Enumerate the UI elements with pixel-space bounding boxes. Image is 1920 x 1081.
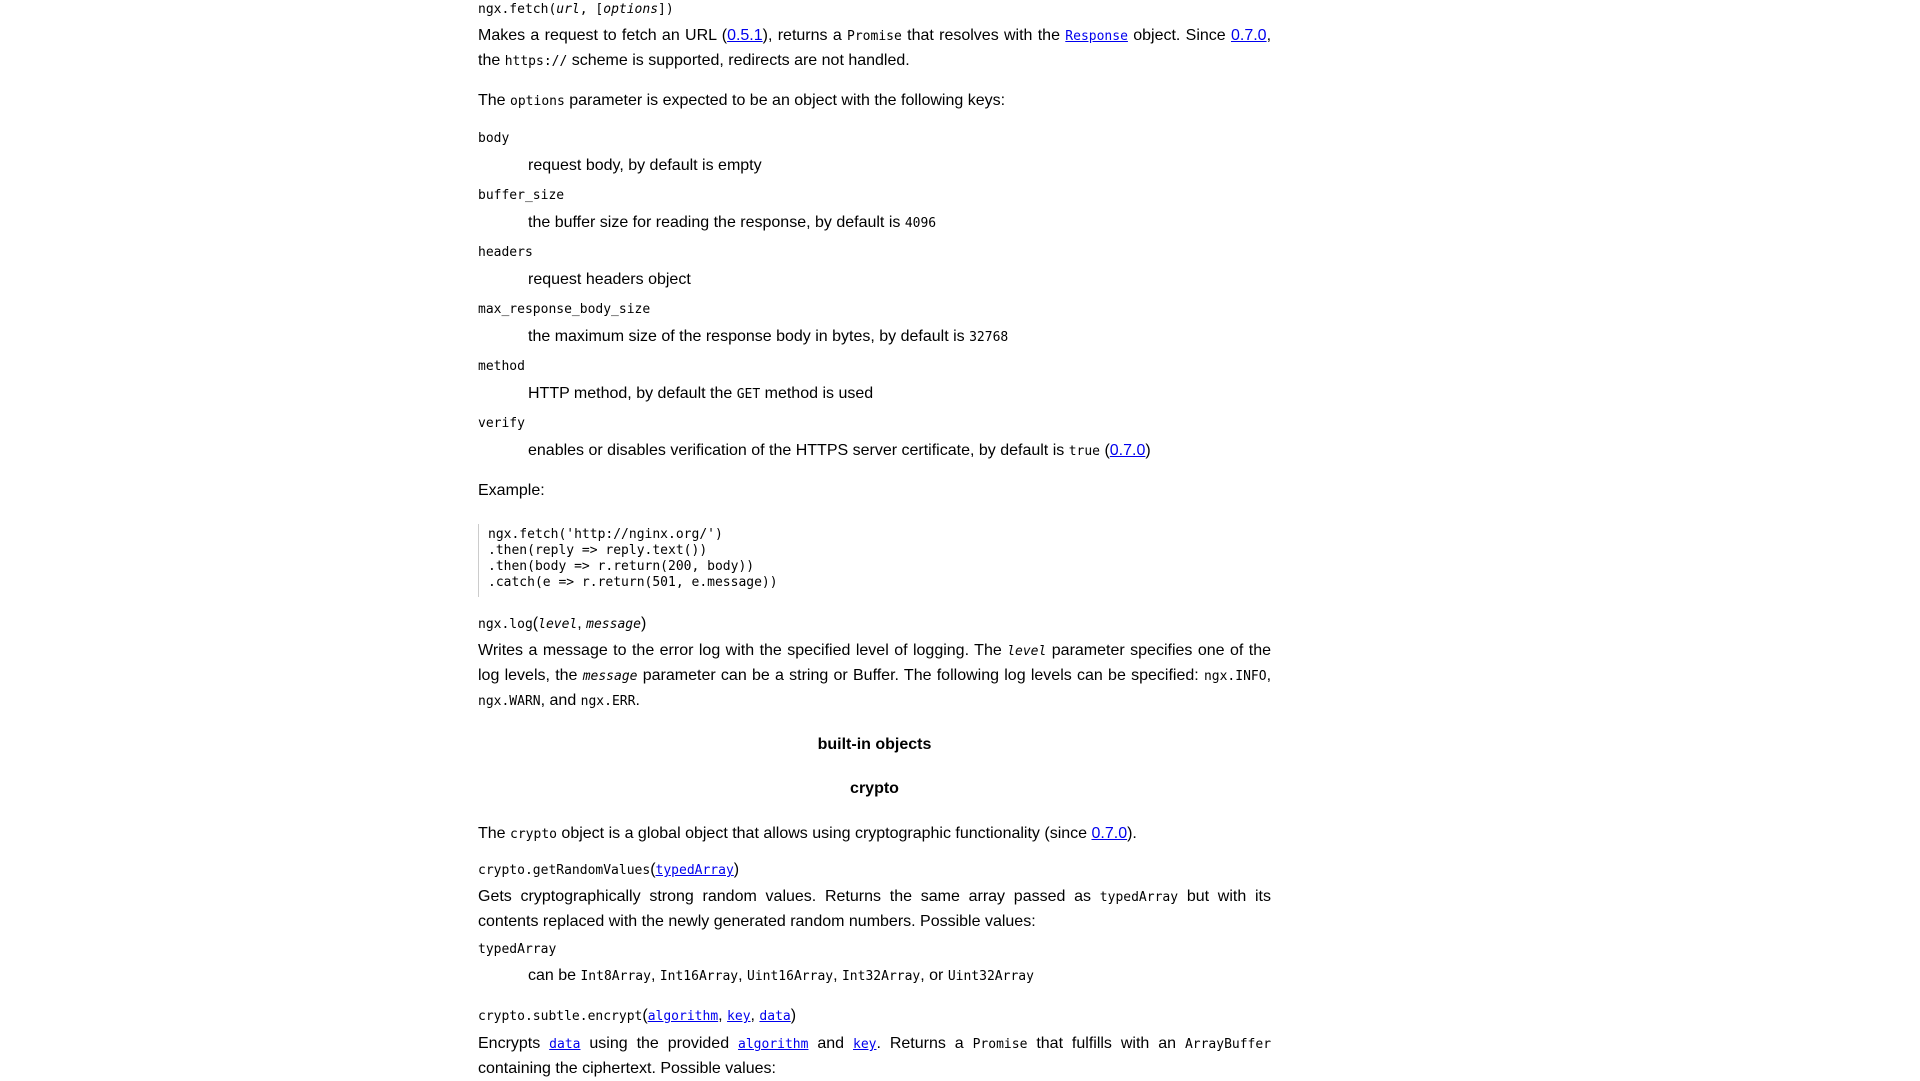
type-code: Uint16Array bbox=[747, 969, 834, 984]
type-code: Uint32Array bbox=[947, 969, 1034, 984]
text: Encrypts bbox=[478, 1035, 550, 1052]
text: and bbox=[808, 1035, 853, 1052]
text: ( bbox=[650, 861, 656, 878]
text: but with its contents replaced with the newly generated random numbers. Possible values: bbox=[478, 888, 1272, 930]
text: , bbox=[718, 1007, 728, 1024]
text: Writes a message to the error log with the specified level of logging. The bbox=[478, 642, 1008, 659]
key-def-headers bbox=[528, 268, 1271, 292]
type-code: Int16Array bbox=[659, 969, 739, 984]
data-link[interactable]: data bbox=[759, 1009, 791, 1024]
getrandom-signature bbox=[478, 860, 1271, 880]
key-term-headers: headers bbox=[478, 245, 533, 260]
typedarray-def bbox=[528, 964, 1271, 989]
text: can be bbox=[528, 967, 581, 984]
text: containing the ciphertext. Possible values: bbox=[478, 1060, 776, 1077]
text: ) bbox=[790, 1007, 797, 1024]
sig-arg-message: message bbox=[586, 617, 641, 632]
fetch-signature bbox=[478, 0, 1271, 20]
text: parameter specifies one of the log levels, the bbox=[478, 642, 1272, 684]
log-description bbox=[478, 639, 1271, 714]
text: ) bbox=[733, 861, 740, 878]
text: ( bbox=[1100, 442, 1110, 459]
sig-name: crypto.subtle.encrypt bbox=[478, 1009, 643, 1024]
text: , and bbox=[540, 692, 581, 709]
text: , the bbox=[478, 27, 1272, 69]
text: , bbox=[738, 967, 747, 984]
key-term-buffer-size: buffer_size bbox=[478, 188, 565, 203]
text: , or bbox=[920, 967, 948, 984]
text: ( bbox=[642, 1007, 648, 1024]
builtin-heading: built-in objects bbox=[817, 736, 932, 753]
text: . bbox=[635, 692, 640, 709]
level-code: level bbox=[1007, 644, 1047, 659]
text: method is used bbox=[760, 385, 874, 402]
fetch-description bbox=[478, 24, 1271, 74]
sig-name: ngx.log bbox=[478, 617, 533, 632]
version-link[interactable]: 0.5.1 bbox=[727, 27, 763, 44]
typedarray-code: typedArray bbox=[1099, 890, 1179, 905]
algorithm-link[interactable]: algorithm bbox=[647, 1009, 719, 1024]
key-link[interactable]: key bbox=[727, 1009, 751, 1024]
crypto-heading: crypto bbox=[850, 780, 899, 797]
text: ), returns a bbox=[762, 27, 848, 44]
level-code: ngx.ERR bbox=[580, 694, 636, 709]
text: ) bbox=[640, 615, 647, 632]
text: , bbox=[650, 967, 660, 984]
version-link[interactable]: 0.7.0 bbox=[1109, 442, 1146, 459]
text: the maximum size of the response body in bytes, by default is bbox=[528, 328, 970, 345]
https-code: https:// bbox=[504, 54, 568, 69]
message-code: message bbox=[582, 669, 638, 684]
text: parameter can be a string or Buffer. The following log levels can be specified: bbox=[637, 667, 1204, 684]
key-def-body bbox=[528, 154, 1271, 178]
promise-code: Promise bbox=[847, 29, 902, 44]
text: The bbox=[478, 825, 511, 842]
encrypt-description bbox=[478, 1032, 1271, 1081]
text: request body, by default is empty bbox=[528, 157, 762, 174]
log-signature bbox=[478, 614, 1271, 634]
key-term-body: body bbox=[478, 131, 510, 146]
sig-end: ]) bbox=[658, 2, 674, 17]
options-code: options bbox=[510, 94, 565, 109]
sig-sep: , [ bbox=[579, 2, 604, 17]
algorithm-link[interactable]: algorithm bbox=[738, 1037, 809, 1052]
crypto-intro bbox=[478, 822, 1271, 847]
version-link[interactable]: 0.7.0 bbox=[1091, 825, 1128, 842]
text: that resolves with the bbox=[901, 27, 1066, 44]
key-def-buffer-size bbox=[528, 211, 1271, 236]
key-def-method bbox=[528, 382, 1271, 407]
sig-name: ngx.fetch( bbox=[478, 2, 557, 17]
key-def-max-body bbox=[528, 325, 1271, 350]
text: The bbox=[478, 92, 511, 109]
text: object. Since bbox=[1127, 27, 1231, 44]
version-link[interactable]: 0.7.0 bbox=[1230, 27, 1267, 44]
getrandom-description bbox=[478, 885, 1271, 934]
example-code-block: ngx.fetch('http://nginx.org/') .then(reply => reply.text()) .then(body => r.return(200, body)) .catch(e => r.return(501, e.message)) bbox=[478, 524, 1271, 597]
text: request headers object bbox=[528, 271, 691, 288]
text: ) bbox=[1145, 442, 1151, 459]
text: . Returns a bbox=[876, 1035, 973, 1052]
encrypt-signature bbox=[478, 1006, 1271, 1026]
text: that fulfills with an bbox=[1027, 1035, 1185, 1052]
response-link[interactable]: Response bbox=[1065, 29, 1128, 44]
default-code: true bbox=[1068, 444, 1100, 459]
text: scheme is supported, redirects are not handled. bbox=[567, 52, 910, 69]
key-link[interactable]: key bbox=[853, 1037, 877, 1052]
text: , bbox=[1266, 667, 1272, 684]
promise-code: Promise bbox=[972, 1037, 1028, 1052]
sig-name: crypto.getRandomValues bbox=[478, 863, 651, 878]
example-label: Example: bbox=[478, 482, 545, 499]
text: ( bbox=[532, 615, 539, 632]
key-term-verify: verify bbox=[478, 416, 525, 431]
level-code: ngx.WARN bbox=[478, 694, 541, 709]
sig-arg-options: options bbox=[603, 2, 659, 17]
text: ). bbox=[1127, 825, 1137, 842]
sig-arg-level: level bbox=[538, 617, 578, 632]
key-term-method: method bbox=[478, 359, 525, 374]
type-code: Int32Array bbox=[841, 969, 921, 984]
text: object is a global object that allows using cryptographic functionality (since bbox=[556, 825, 1092, 842]
type-code: Int8Array bbox=[580, 969, 651, 984]
text: Gets cryptographically strong random values. Returns the same array passed as bbox=[478, 888, 1100, 905]
text: Makes a request to fetch an URL ( bbox=[478, 27, 728, 44]
arraybuffer-code: ArrayBuffer bbox=[1184, 1037, 1272, 1052]
key-term-max-body: max_response_body_size bbox=[478, 302, 651, 317]
key-def-verify bbox=[528, 439, 1271, 464]
options-intro bbox=[478, 89, 1271, 114]
text: using the provided bbox=[580, 1035, 739, 1052]
crypto-code: crypto bbox=[510, 827, 557, 842]
level-code: ngx.INFO bbox=[1203, 669, 1267, 684]
data-link[interactable]: data bbox=[549, 1037, 581, 1052]
sig-arg-url: url bbox=[556, 2, 580, 17]
text: parameter is expected to be an object with the following keys: bbox=[564, 92, 1006, 109]
default-code: 32768 bbox=[969, 330, 1009, 345]
default-code: 4096 bbox=[904, 216, 937, 231]
typedarray-link[interactable]: typedArray bbox=[655, 863, 734, 878]
typedarray-term: typedArray bbox=[478, 942, 557, 957]
text: HTTP method, by default the bbox=[528, 385, 737, 402]
default-code: GET bbox=[736, 387, 761, 402]
text: , bbox=[833, 967, 842, 984]
text: , bbox=[577, 615, 587, 632]
text: , bbox=[750, 1007, 760, 1024]
text: the buffer size for reading the response, by default is bbox=[528, 214, 905, 231]
text: enables or disables verification of the HTTPS server certificate, by default is bbox=[528, 442, 1069, 459]
